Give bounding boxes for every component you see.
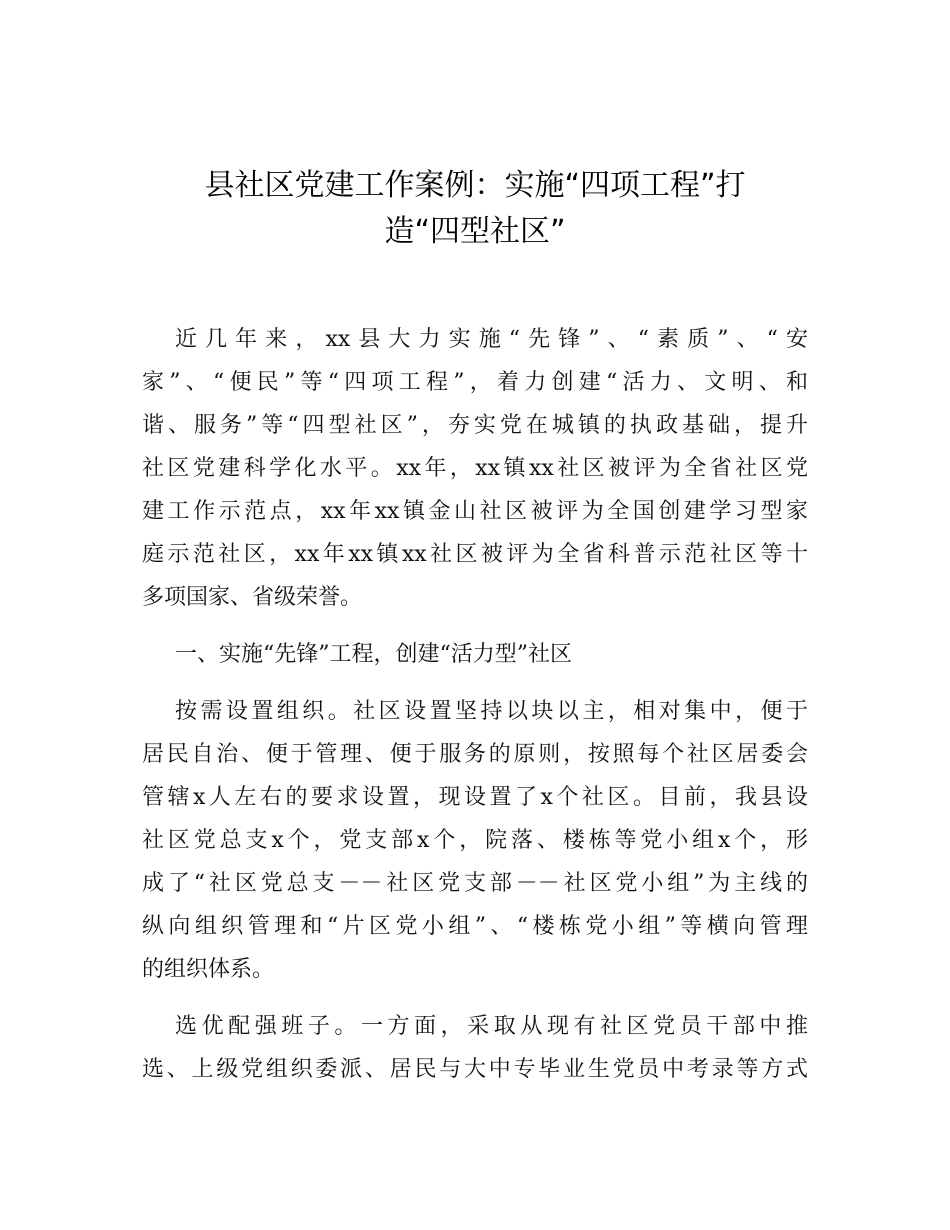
text-line: 社区党建科学化水平。xx年，xx镇xx社区被评为全省社区党 [142,456,808,481]
text-line: 谐、服务”等“四型社区”，夯实党在城镇的执政基础，提升 [142,413,808,438]
text-line: 成了“社区党总支－－社区党支部－－社区党小组”为主线的 [142,871,808,896]
text-line: 建工作示范点，xx年xx镇金山社区被评为全国创建学习型家 [142,499,808,524]
document-title-line-1: 县社区党建工作案例：实施“四项工程”打 [204,168,746,203]
text-line: 多项国家、省级荣誉。 [142,585,363,610]
text-line: 庭示范社区，xx年xx镇xx社区被评为全省科普示范社区等十 [142,542,808,567]
section-heading-text: 一、实施“先锋”工程，创建“活力型”社区 [175,642,572,667]
text-line: 近几年来，xx县大力实施“先锋”、“素质”、“安 [175,327,808,352]
text-line: 社区党总支x个，党支部x个，院落、楼栋等党小组x个，形 [142,828,808,853]
text-line: 管辖x人左右的要求设置，现设置了x个社区。目前，我县设 [142,785,808,810]
text-line: 选优配强班子。一方面，采取从现有社区党员干部中推 [175,1014,808,1039]
document-title-line-2: 造“四型社区” [384,214,566,249]
text-line: 纵向组织管理和“片区党小组”、“楼栋党小组”等横向管理 [142,914,808,939]
text-line: 的组织体系。 [142,957,275,982]
text-line: 选、上级党组织委派、居民与大中专毕业生党员中考录等方式 [142,1057,808,1082]
text-line: 居民自治、便于管理、便于服务的原则，按照每个社区居委会 [142,742,808,767]
text-line: 家”、“便民”等“四项工程”，着力创建“活力、文明、和 [142,370,808,395]
text-line: 按需设置组织。社区设置坚持以块以主，相对集中，便于 [175,699,808,724]
